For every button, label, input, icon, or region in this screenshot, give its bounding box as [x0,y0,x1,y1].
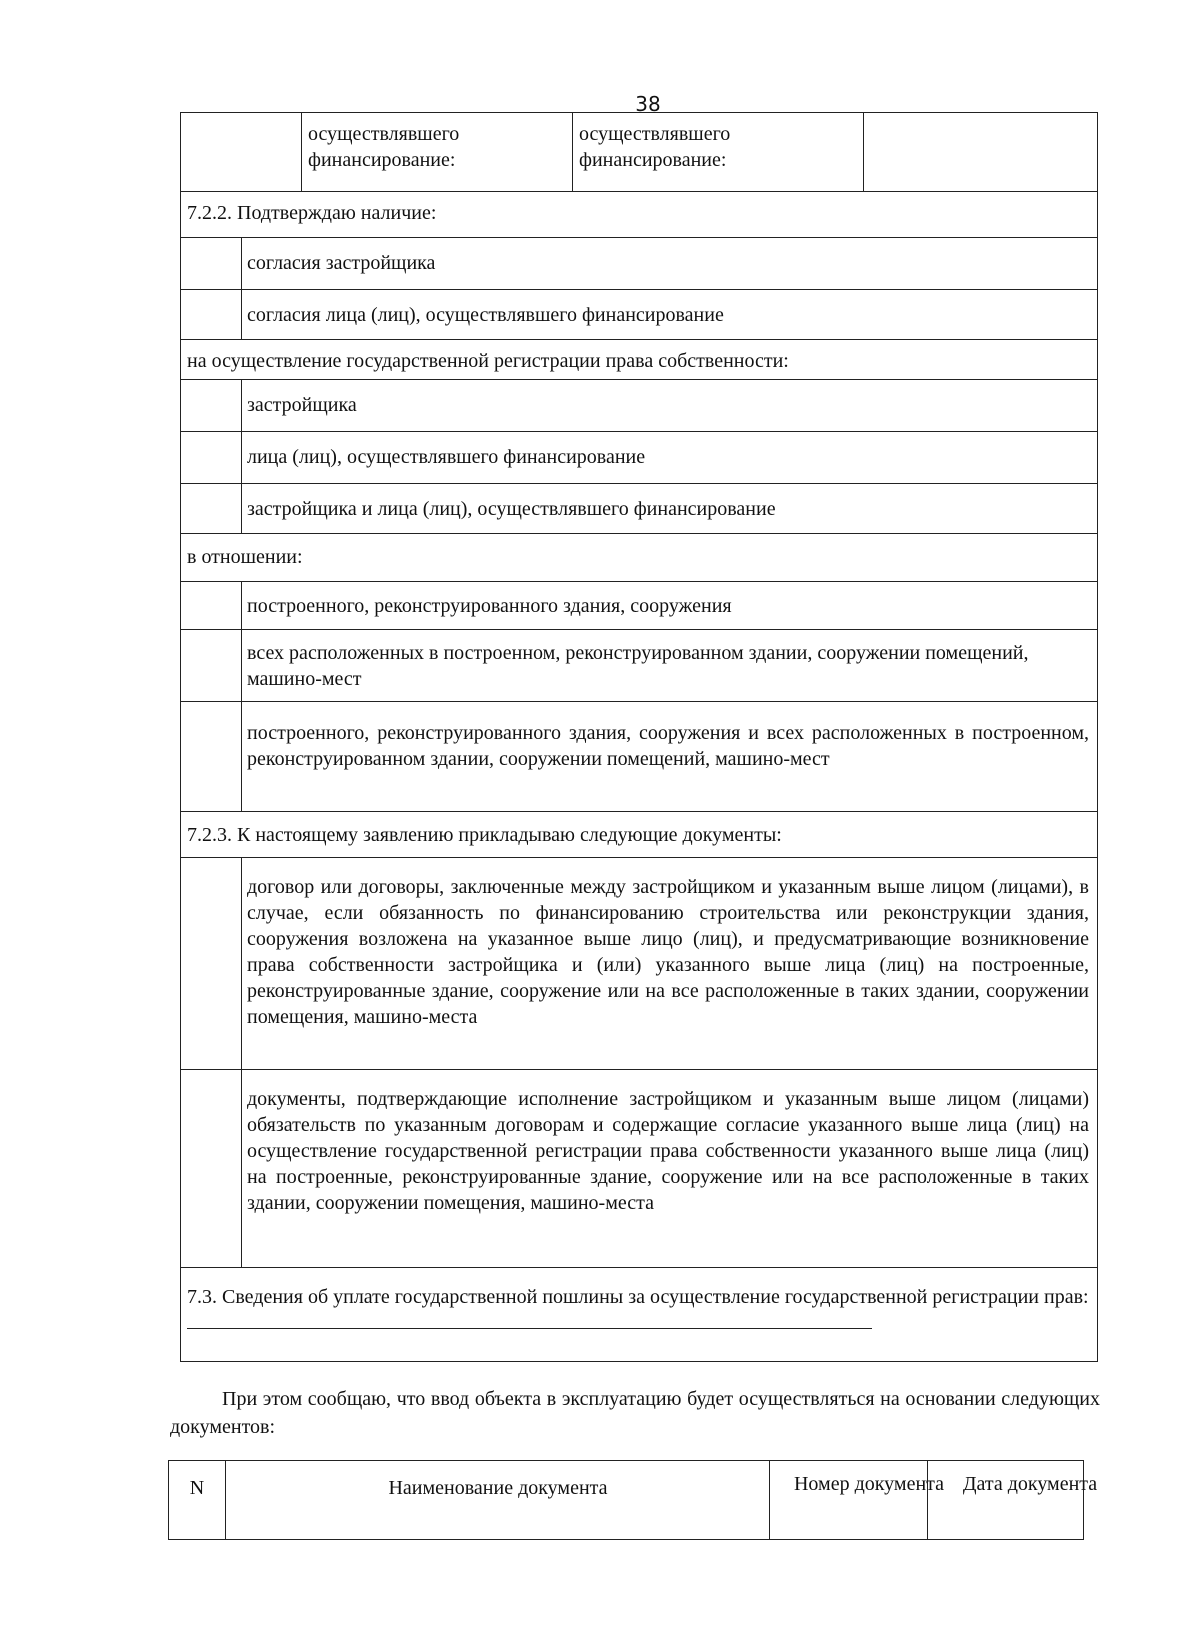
attached-contracts-label: договор или договоры, заключенные между застройщиком и указанным выше лицом (лицами), в случае, если обязанность по финансированию строительства или реконструкции здания, сооружения возложена на указанное выше лицо (лиц), и предусматривающие возникновение права собственности застройщика и (или) указанного выше лица (лиц) на построенные, реконструированные здание, сооружение или на все расположенные в таких здании, сооружении помещения, машино-места [247,876,1089,1028]
relation-all-checkbox[interactable] [181,702,242,812]
consent-financier-row [181,289,1097,340]
financing-cell-a: осуществлявшего финансирование: [308,123,460,171]
registration-both-row [181,483,1097,534]
col-name-header: Наименование документа [225,1461,770,1539]
section-7-2-3-heading: 7.2.3. К настоящему заявлению прикладываю следующие документы: [181,811,1097,858]
section-7-2-2-heading: 7.2.2. Подтверждаю наличие: [181,191,1097,238]
consent-developer-checkbox[interactable] [181,238,242,290]
relation-building-row [181,581,1097,630]
attached-proof-label: документы, подтверждающие исполнение застройщиком и указанным выше лицом (лицами) обязательств по указанным договорам и содержащие согласие указанного выше лица (лиц) на осуществление государственной регистрации права собственности указанного выше лица (лиц) на построенные, реконструированные здание, сооружение или на все расположенные в таких здании, сооружении помещения, машино-места [247,1088,1089,1214]
registration-both-checkbox[interactable] [181,484,242,534]
consent-financier-label: согласия лица (лиц), осуществлявшего финансирование [247,304,724,326]
relation-heading: в отношении: [181,533,1097,582]
section-7-3-label: 7.3. Сведения об уплате государственной пошлины за осуществление государственной регистрации прав: [187,1286,1089,1308]
consent-developer-row [181,237,1097,290]
registration-developer-row [181,379,1097,432]
registration-both-label: застройщика и лица (лиц), осуществлявшего финансирование [247,498,776,520]
registration-developer-checkbox[interactable] [181,380,242,432]
documents-table-header [168,1460,1098,1540]
relation-building-label: построенного, реконструированного здания, сооружения [247,595,732,617]
attached-proof-checkbox[interactable] [181,1070,242,1268]
financing-cell-b: осуществлявшего финансирование: [579,123,731,171]
fee-payment-field[interactable] [187,1310,872,1329]
consent-financier-checkbox[interactable] [181,290,242,340]
relation-building-checkbox[interactable] [181,582,242,630]
col-n-header: N [189,1477,205,1499]
relation-all-row [181,701,1097,812]
registration-financier-checkbox[interactable] [181,432,242,484]
registration-heading: на осуществление государственной регистрации права собственности: [181,339,1097,380]
consent-developer-label: согласия застройщика [247,252,436,274]
registration-financier-row [181,431,1097,484]
commissioning-paragraph: При этом сообщаю, что ввод объекта в эксплуатацию будет осуществляться на основании следующих документов: [170,1388,1100,1438]
col-date-header: Дата документа [927,1461,1132,1539]
col-number-header: Номер документа [769,1461,968,1539]
section-7-3-row [181,1267,1097,1362]
application-form-table [180,112,1098,1362]
relation-all-label: построенного, реконструированного здания, сооружения и всех расположенных в построенном, реконструированном здании, сооружении помещений, машино-мест [247,722,1089,770]
financing-row [181,113,1097,191]
registration-developer-label: застройщика [247,394,357,416]
registration-financier-label: лица (лиц), осуществлявшего финансирование [247,446,646,468]
attached-contracts-checkbox[interactable] [181,858,242,1070]
relation-premises-row [181,629,1097,702]
relation-premises-label: всех расположенных в построенном, реконструированном здании, сооружении помещений, машино-мест [247,642,1029,690]
attached-contracts-row [181,857,1097,1070]
relation-premises-checkbox[interactable] [181,630,242,702]
page-number: 38 [635,92,661,116]
attached-proof-row [181,1069,1097,1268]
